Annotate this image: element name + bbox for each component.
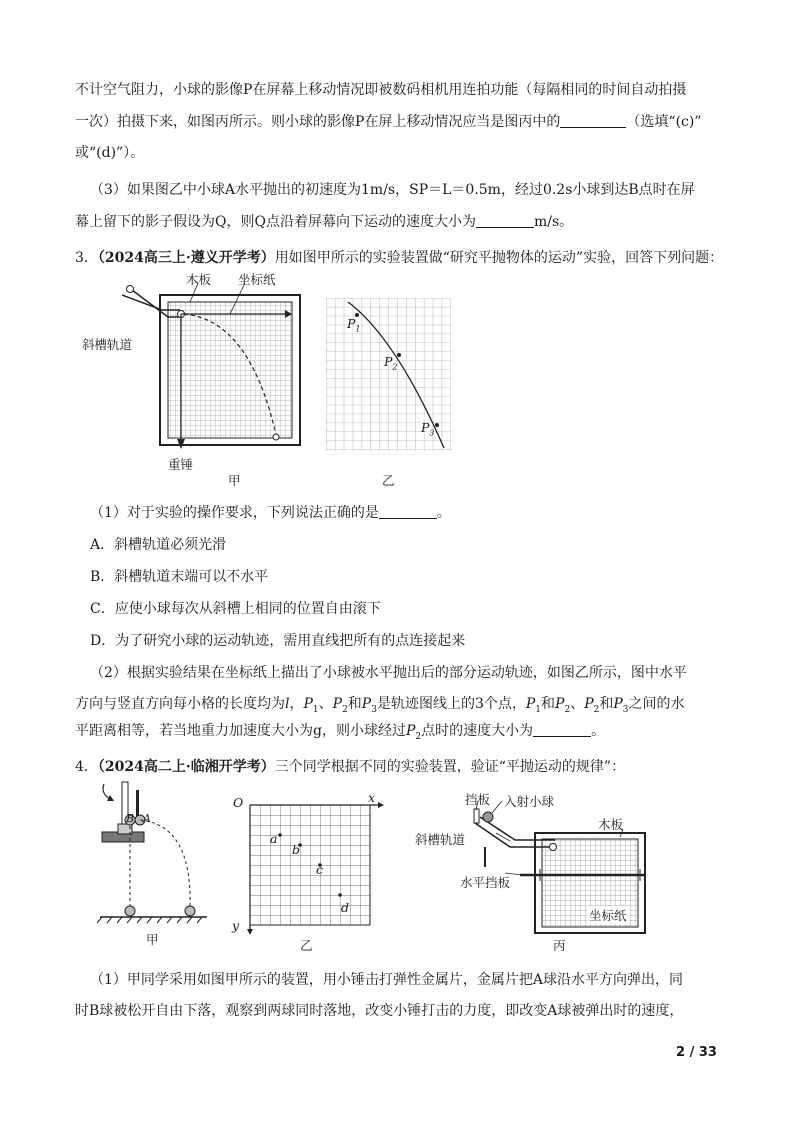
option-d[interactable]: D．为了研究小球的运动轨迹，需用直线把所有的点连接起来 <box>90 633 466 649</box>
text-line: 幕上留下的影子假设为Q，则Q点沿着屏幕向下运动的速度大小为 m/s。 <box>75 214 574 230</box>
point-p1: $P_1$ <box>347 316 361 334</box>
option-c[interactable]: C．应使小球每次从斜槽上相同的位置自由滚下 <box>90 601 381 617</box>
label-a: A <box>143 812 151 825</box>
text-line: （1）对于实验的操作要求，下列说法正确的是 。 <box>90 505 451 521</box>
q4-figure-jia <box>92 780 217 940</box>
point-p3: $P_3$ <box>421 420 435 438</box>
question-3-header: 3．（2024高三上·遵义开学考）用如图甲所示的实验装置做“研究平抛物体的运动”实验，回答下列问题： <box>75 250 724 266</box>
answer-blank[interactable] <box>533 722 591 737</box>
axis-origin: O <box>233 795 244 810</box>
label-muban: 木板 <box>598 817 624 832</box>
point-a: a <box>270 831 278 846</box>
text-line: 或“(d)”）。 <box>75 145 145 161</box>
option-b[interactable]: B．斜槽轨道末端可以不水平 <box>90 569 269 585</box>
question-4-header: 4．（2024高二上·临湘开学考）三个同学根据不同的实验装置，验证“平抛运动的规律”： <box>75 759 626 775</box>
figure-caption: 乙 <box>382 473 395 488</box>
q4-figure-yi <box>240 795 380 935</box>
label-xiecao: 斜槽轨道 <box>82 337 133 352</box>
text-line: 方向与竖直方向每小格的长度均为l，$P_1$、$P_2$和$P_3$是轨迹图线上的3个点，$P_1$和$P_2$、$P_2$和$P_3$之间的水 <box>75 696 685 715</box>
page-number: 2 / 33 <box>676 1045 717 1060</box>
label-xiecao: 斜槽轨道 <box>415 832 466 847</box>
text-line: （2）根据实验结果在坐标纸上描出了小球被水平抛出后的部分运动轨迹，如图乙所示，图中水平 <box>90 665 687 681</box>
label-zhongchui: 重锤 <box>168 457 194 472</box>
option-a[interactable]: A．斜槽轨道必须光滑 <box>90 537 227 553</box>
answer-blank[interactable] <box>476 213 534 228</box>
label-zuobiaozhi: 坐标纸 <box>238 272 276 287</box>
label-dangban: 挡板 <box>465 792 491 807</box>
label-rushe: 入射小球 <box>504 794 555 809</box>
axis-y: y <box>232 918 240 933</box>
label-b: B <box>126 812 135 825</box>
point-b: b <box>292 842 301 857</box>
text-line: 平距离相等，若当地重力加速度大小为g，则小球经过$P_2$点时的速度大小为 。 <box>75 723 606 742</box>
answer-blank[interactable] <box>379 504 437 519</box>
answer-blank[interactable] <box>560 113 626 128</box>
point-p2: $P_2$ <box>384 354 398 372</box>
point-d: d <box>341 900 350 915</box>
figure-caption: 乙 <box>300 938 313 953</box>
q3-figure-jia <box>80 265 320 485</box>
axis-x: x <box>368 790 376 805</box>
text-line: 一次）拍摄下来，如图丙所示。则小球的影像P在屏上移动情况应当是图丙中的 （选填“(c)” <box>75 114 702 130</box>
figure-caption: 甲 <box>146 932 159 947</box>
text-line: 时B球被松开自由下落，观察到两球同时落地，改变小锤打击的力度，即改变A球被弹出时的速度， <box>75 1003 684 1019</box>
text-line: （1）甲同学采用如图甲所示的装置，用小锤击打弹性金属片，金属片把A球沿水平方向弹出，同 <box>90 972 684 988</box>
label-shuiping: 水平挡板 <box>460 875 511 890</box>
figure-caption: 丙 <box>553 938 566 953</box>
label-muban: 木板 <box>186 272 212 287</box>
text-line: （3）如果图乙中小球A水平抛出的初速度为1m/s，SP＝L＝0.5m，经过0.2s小球到达B点时在屏 <box>90 182 695 198</box>
point-c: c <box>316 862 324 877</box>
figure-caption: 甲 <box>228 473 241 488</box>
text-line: 不计空气阻力，小球的影像P在屏幕上移动情况即被数码相机用连拍功能（每隔相同的时间自动拍摄 <box>75 82 687 98</box>
label-zuobiaozhi: 坐标纸 <box>589 908 627 923</box>
